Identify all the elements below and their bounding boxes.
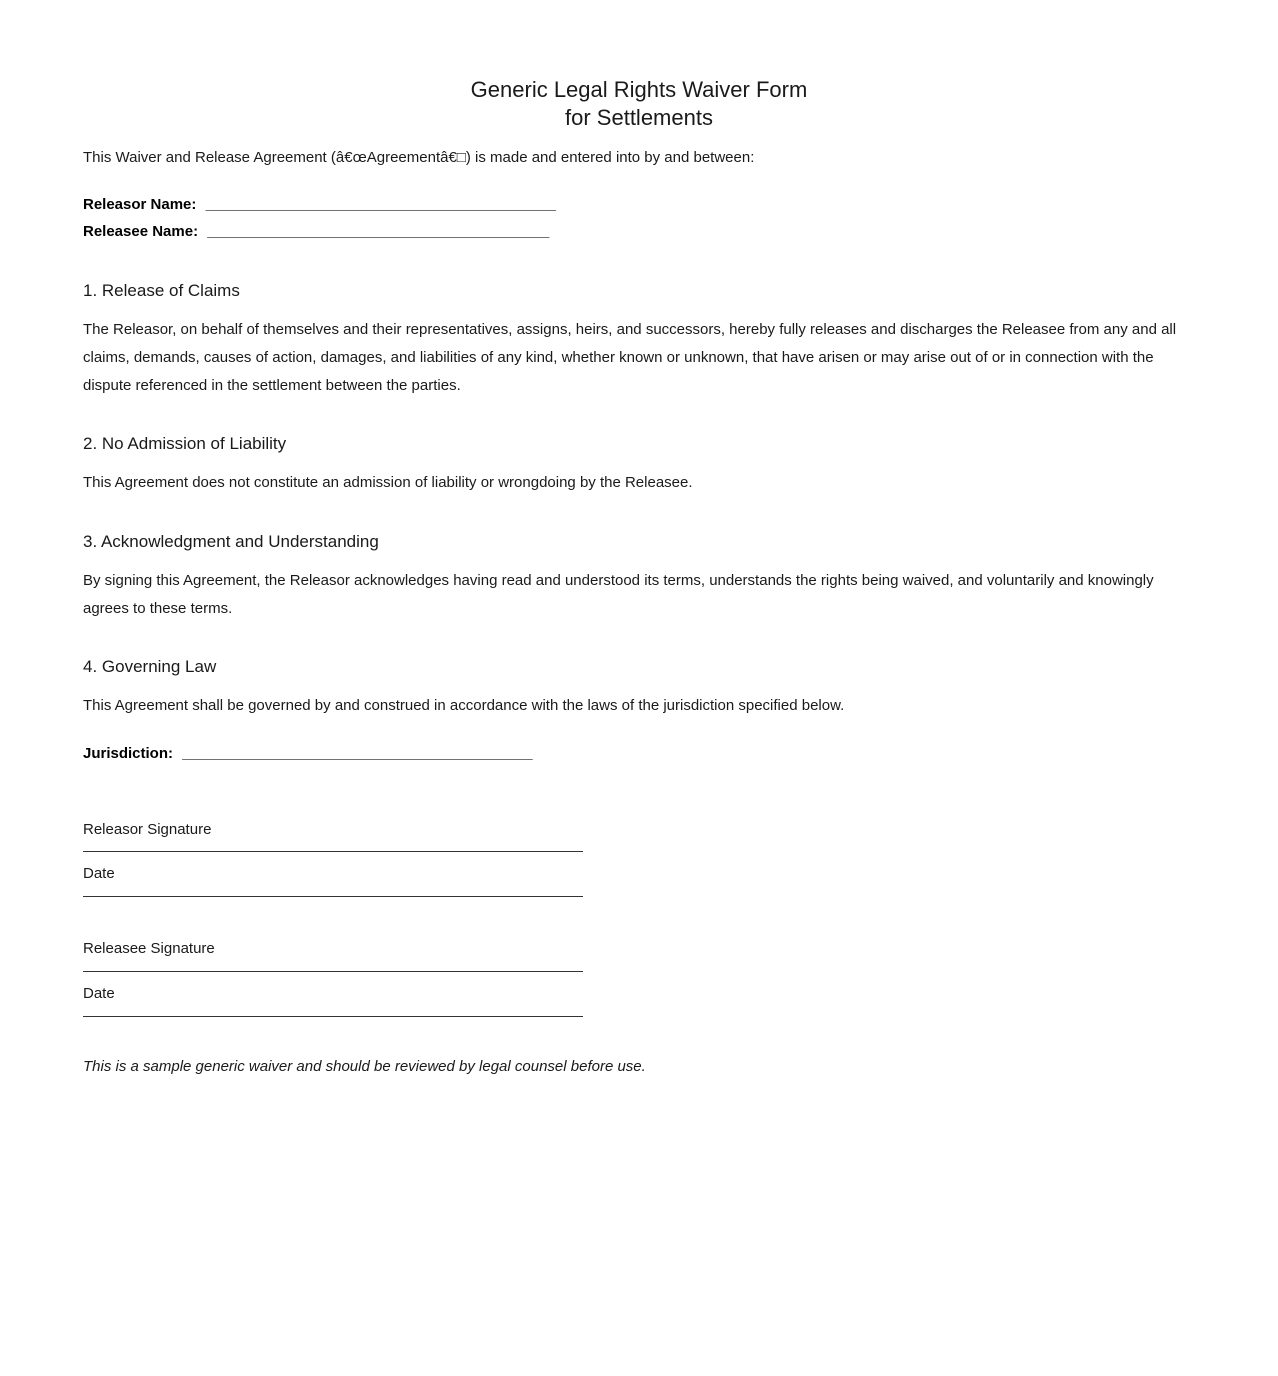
releasee-name-field	[83, 218, 1195, 246]
releasor-date-label: Date	[83, 865, 115, 883]
jurisdiction-blank-line: __________________________________________	[182, 745, 533, 763]
releasee-date-label: Date	[83, 984, 115, 1002]
section-no-admission-of-liability	[83, 430, 1195, 497]
releasor-signature-line	[83, 851, 583, 852]
releasee-signature-line	[83, 971, 583, 972]
releasee-name-blank-line: _________________________________________	[207, 223, 550, 241]
releasor-name-label: Releasor Name:	[83, 195, 197, 213]
section-release-of-claims	[83, 277, 1195, 399]
releasor-date-line	[83, 896, 583, 897]
releasee-name-label: Releasee Name:	[83, 223, 199, 241]
jurisdiction-field	[83, 740, 1195, 768]
signature-area	[83, 816, 1195, 1017]
section-1-body: The Releasor, on behalf of themselves and their representatives, assigns, heirs, and successors, hereby fully releases and discharges the Releasee from any and all claims, demands, causes of action, damages, and liabilities of any kind, whether known or unknown, that have arisen or may arise out of or in connection with the dispute referenced in the settlement between the parties.	[83, 321, 1177, 394]
releasor-name-blank-line: __________________________________________	[205, 195, 556, 213]
section-4-body: This Agreement shall be governed by and construed in accordance with the laws of the jurisdiction specified below.	[83, 697, 845, 715]
section-4-heading: 4. Governing Law	[83, 657, 217, 677]
form-title	[83, 76, 1195, 132]
releasor-name-field	[83, 191, 1195, 219]
section-governing-law	[83, 653, 1195, 720]
releasee-date-line	[83, 1016, 583, 1017]
section-1-heading: 1. Release of Claims	[83, 281, 240, 301]
sample-disclaimer-note: This is a sample generic waiver and should be reviewed by legal counsel before use.	[83, 1057, 646, 1075]
section-3-body: By signing this Agreement, the Releasor acknowledges having read and understood its terms, understands the rights being waived, and voluntarily and knowingly agrees to these terms.	[83, 571, 1154, 617]
form-title-line1: Generic Legal Rights Waiver Form	[470, 77, 808, 102]
releasor-signature-label: Releasor Signature	[83, 820, 212, 838]
form-title-line2: for Settlements	[565, 105, 713, 130]
section-2-body: This Agreement does not constitute an admission of liability or wrongdoing by the Releasee.	[83, 474, 693, 492]
party-name-fields	[83, 191, 1195, 246]
section-3-heading: 3. Acknowledgment and Understanding	[83, 531, 379, 551]
waiver-document-page	[83, 76, 1195, 1080]
intro-paragraph: This Waiver and Release Agreement (â€œAgreementâ€□) is made and entered into by and between:	[83, 149, 755, 166]
section-acknowledgment-and-understanding	[83, 528, 1195, 622]
section-2-heading: 2. No Admission of Liability	[83, 434, 287, 454]
releasee-signature-label: Releasee Signature	[83, 940, 215, 958]
jurisdiction-label: Jurisdiction:	[83, 745, 174, 763]
